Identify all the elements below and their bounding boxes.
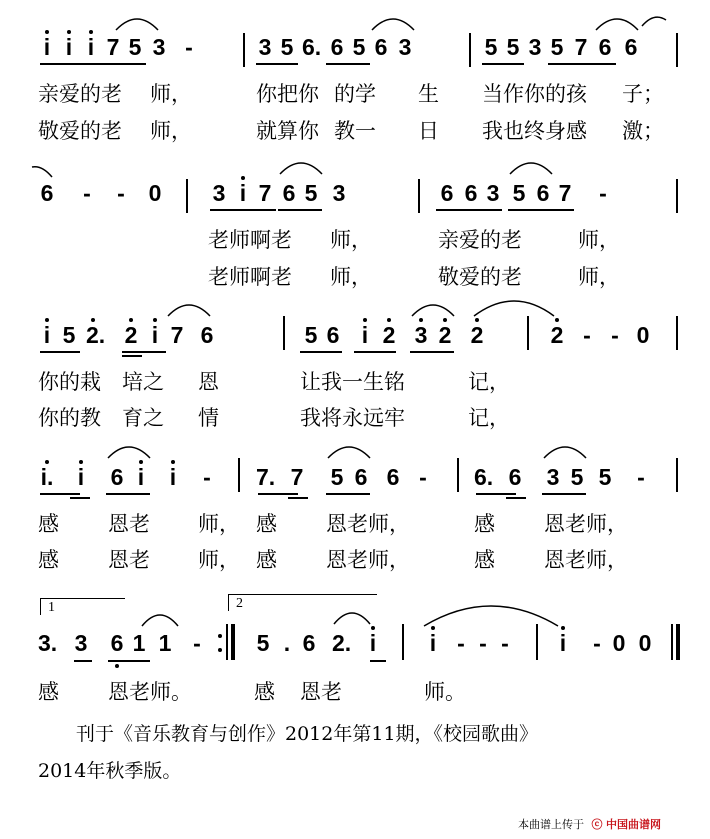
octave-dot-low — [115, 664, 119, 668]
barline — [402, 624, 404, 660]
underline-beam — [122, 355, 142, 357]
octave-dot — [387, 318, 391, 322]
octave-dot — [45, 318, 49, 322]
slur — [140, 608, 180, 628]
barline — [676, 179, 678, 213]
volta-label-1: 1 — [48, 600, 55, 615]
tie — [640, 14, 668, 28]
slur — [542, 440, 588, 460]
slur — [508, 156, 554, 176]
underline-beam — [278, 209, 322, 211]
underline-beam — [506, 497, 526, 499]
barline — [676, 316, 678, 350]
octave-dot — [79, 460, 83, 464]
notes-row-4: i. i 6 i i - 7. 7 5 6 6 - 6. 6 3 5 5 - — [40, 464, 645, 490]
octave-dot — [171, 460, 175, 464]
publication-note-line-2: 2014年秋季版。 — [38, 760, 182, 782]
barline — [527, 316, 529, 350]
footer-text: 本曲谱上传于 — [518, 818, 584, 831]
barline — [457, 458, 459, 492]
octave-dot — [45, 30, 49, 34]
barline — [186, 179, 188, 213]
underline-beam — [40, 493, 80, 495]
tie — [30, 163, 54, 179]
underline-beam — [122, 351, 166, 353]
octave-dot — [153, 318, 157, 322]
publication-note-line-1: 刊于《音乐教育与创作》2012年第11期，《校园歌曲》 — [76, 723, 539, 745]
underline-beam — [410, 351, 454, 353]
lyric-line-4: 老师啊老 师， 敬爱的老 师， — [208, 265, 620, 289]
barline — [283, 316, 285, 350]
underline-beam — [354, 351, 396, 353]
notes-row-5: 3. 3 6 1 1 - 5 . 6 2. i i - - - i - 0 0 — [38, 630, 652, 656]
barline — [676, 33, 678, 67]
site-logo-icon: ⓒ — [591, 818, 603, 831]
barline — [469, 33, 471, 67]
octave-dot — [371, 626, 375, 630]
footer — [518, 816, 661, 834]
slur — [370, 12, 416, 32]
barline — [671, 624, 673, 660]
barline — [536, 624, 538, 660]
repeat-dot — [218, 648, 222, 652]
octave-dot — [129, 318, 133, 322]
barline — [418, 179, 420, 213]
octave-dot — [45, 460, 49, 464]
slur — [278, 156, 324, 176]
octave-dot — [561, 626, 565, 630]
octave-dot — [363, 318, 367, 322]
octave-dot — [475, 318, 479, 322]
notes-row-3: i 5 2. 2 i 7 6 5 6 i 2 3 2 2 2 - - 0 — [43, 322, 650, 348]
underline-beam — [40, 63, 106, 65]
slur — [332, 606, 372, 626]
lyric-line-5: 你的栽 培之 恩 让我一生铭 记， — [38, 370, 510, 394]
underline-beam — [436, 209, 502, 211]
site-logo-text[interactable]: 中国曲谱网 — [606, 818, 661, 831]
octave-dot — [555, 318, 559, 322]
underline-beam — [256, 63, 298, 65]
barline — [676, 458, 678, 492]
underline-beam — [326, 493, 370, 495]
barline — [226, 624, 228, 660]
octave-dot — [443, 318, 447, 322]
octave-dot — [241, 176, 245, 180]
underline-beam — [106, 493, 150, 495]
tie — [422, 600, 560, 628]
barline — [243, 33, 245, 67]
octave-dot — [91, 318, 95, 322]
lyric-line-9: 感 恩老师。 感 恩老 师。 — [38, 680, 466, 704]
notes-row-1: i i i 7 5 3 - 3 5 6. 6 5 6 3 5 5 3 5 7 6 6 — [43, 34, 638, 60]
underline-beam — [508, 209, 574, 211]
barline-thick — [676, 624, 680, 660]
lyric-line-8: 感 恩老 师， 感 恩老师， 感 恩老师， — [38, 548, 628, 572]
slur — [106, 440, 152, 460]
slur — [166, 298, 212, 318]
underline-beam — [548, 63, 616, 65]
lyric-line-7: 感 恩老 师， 感 恩老师， 感 恩老师， — [38, 512, 628, 536]
underline-beam — [40, 351, 80, 353]
underline-beam — [258, 493, 298, 495]
lyric-line-6: 你的教 育之 情 我将永远牢 记， — [38, 406, 510, 430]
underline-beam — [482, 63, 524, 65]
underline-beam — [370, 660, 386, 662]
tie — [472, 296, 556, 318]
lyric-line-3: 老师啊老 师， 亲爱的老 师， — [208, 228, 620, 252]
underline-beam — [288, 497, 308, 499]
octave-dot — [89, 30, 93, 34]
octave-dot — [67, 30, 71, 34]
underline-beam — [74, 660, 92, 662]
barline — [238, 458, 240, 492]
volta-label-2: 2 — [236, 596, 243, 611]
repeat-dot — [218, 634, 222, 638]
slur — [594, 12, 640, 32]
underline-beam — [108, 660, 150, 662]
slur — [326, 440, 372, 460]
underline-beam — [326, 63, 370, 65]
underline-beam — [106, 63, 146, 65]
slur — [114, 12, 160, 32]
underline-beam — [542, 493, 586, 495]
underline-beam — [210, 209, 276, 211]
lyric-line-2: 敬爱的老 师， 就算你 教一 日 我也终身感 激； — [38, 119, 664, 143]
octave-dot — [419, 318, 423, 322]
notes-row-2: 6 - - 0 3 i 7 6 5 3 6 6 3 5 6 7 - — [40, 180, 607, 206]
slur — [410, 298, 456, 318]
barline-thick — [231, 624, 235, 660]
octave-dot — [139, 460, 143, 464]
underline-beam — [476, 493, 516, 495]
lyric-line-1: 亲爱的老 师， 你把你 的学 生 当作你的孩 子； — [38, 82, 664, 106]
underline-beam — [70, 497, 90, 499]
underline-beam — [300, 351, 342, 353]
